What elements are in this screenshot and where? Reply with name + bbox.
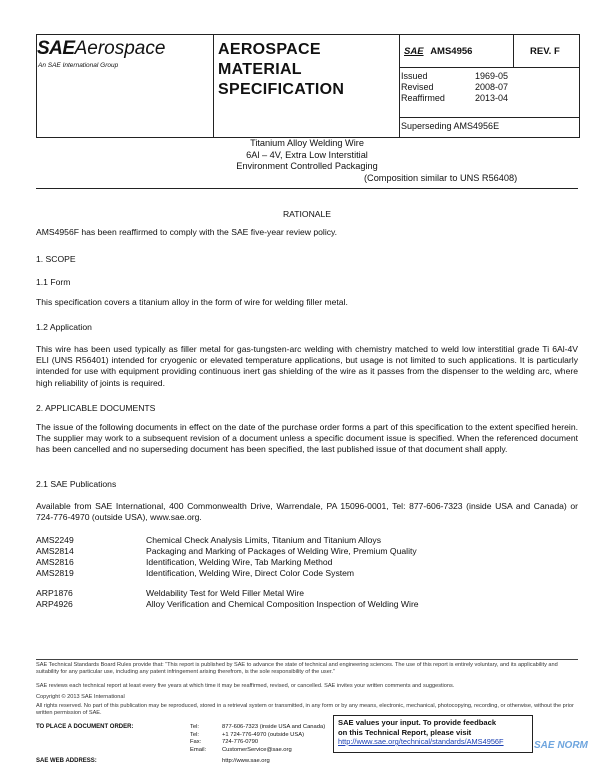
order-label: TO PLACE A DOCUMENT ORDER: <box>36 724 134 730</box>
reference-desc: Chemical Check Analysis Limits, Titanium and Titanium Alloys <box>146 535 381 545</box>
reference-code: AMS2819 <box>36 568 74 578</box>
reference-desc: Weldability Test for Weld Filler Metal Wire <box>146 588 305 598</box>
reference-code: ARP1876 <box>36 588 73 598</box>
reference-row <box>36 599 419 609</box>
application-heading: 1.2 Application <box>36 322 92 332</box>
scope-heading: 1. SCOPE <box>36 254 76 264</box>
reference-code: AMS2249 <box>36 535 74 545</box>
composition-note: (Composition similar to UNS R56408) <box>364 173 518 183</box>
contact-value: +1 724-776-4970 (outside USA) <box>222 731 305 738</box>
material-title <box>36 138 578 173</box>
rationale-heading: RATIONALE <box>282 209 332 219</box>
footer-notice: SAE Technical Standards Board Rules provide that: “This report is published by SAE to advance the state of technical and engineering sciences. The use of this report is entirely voluntary, and its applicability and suitability for any particular use, including any patent infringement arising therefrom, is the sole responsibility of the user.” <box>36 662 558 675</box>
contact-row <box>190 739 325 747</box>
contact-label: Tel: <box>190 731 200 738</box>
footer-review-notice: SAE reviews each technical report at least every five years at which time it may be reaffirmed, revised, or cancelled. SAE invites your written comments and suggestions. <box>36 683 455 689</box>
reference-desc: Identification, Welding Wire, Tab Marking Method <box>146 557 333 567</box>
spec-title-line: SPECIFICATION <box>218 81 345 98</box>
footer-copyright: Copyright © 2013 SAE International <box>36 694 125 700</box>
watermark: SAE NORM <box>534 740 588 751</box>
reference-desc: Packaging and Marking of Packages of Welding Wire, Premium Quality <box>146 546 417 556</box>
date-row <box>401 93 536 104</box>
reference-code: AMS2816 <box>36 557 74 567</box>
footer-rights: All rights reserved. No part of this publication may be reproduced, stored in a retrieval system or transmitted, in any form or by any means, electronic, mechanical, photocopying, recording, or otherwise, without the prior written permission of SAE. <box>36 703 574 716</box>
sae-aerospace-logo <box>37 38 165 60</box>
logo-sae: SAE <box>37 38 75 59</box>
contact-label: Email: <box>190 746 207 753</box>
rev-label: REV. F <box>530 46 560 57</box>
form-text: This specification covers a titanium alloy in the form of wire for welding filler metal. <box>36 297 348 307</box>
reference-code: ARP4926 <box>36 599 73 609</box>
applicable-heading: 2. APPLICABLE DOCUMENTS <box>36 403 156 413</box>
superseding: Superseding AMS4956E <box>401 121 500 131</box>
contact-value: 724-776-0790 <box>222 739 259 745</box>
date-label: Revised <box>401 82 434 92</box>
sae-publications-text: Available from SAE International, 400 Commonwealth Drive, Warrendale, PA 15096-0001, Tel: 877-606-7323 (inside USA and Canada) or 724-776-4970 (outside USA), www.sae.org. <box>36 501 578 523</box>
sae-publications-heading: 2.1 SAE Publications <box>36 479 117 489</box>
feedback-line: on this Technical Report, please visit <box>338 727 472 737</box>
date-row <box>401 71 536 82</box>
contact-label: Fax: <box>190 739 202 745</box>
contact-row <box>190 747 325 755</box>
doc-number-cell <box>404 46 472 57</box>
feedback-line: SAE values your input. To provide feedback <box>338 718 497 727</box>
web-label: SAE WEB ADDRESS: <box>36 758 97 764</box>
title-divider <box>36 188 578 189</box>
reference-row <box>36 546 417 556</box>
header-divider <box>513 35 514 67</box>
applicable-text: The issue of the following documents in effect on the date of the purchase order forms a part of this specification to the extent specified herein. The supplier may work to a subsequent revision of a document unless a specific document issue is specified. When the referenced document has been cancelled and no superseding document has been specified, the last published issue of that document shall apply. <box>36 422 578 455</box>
spec-title-line: MATERIAL <box>218 61 302 78</box>
header-divider <box>399 35 400 137</box>
reference-code: AMS2814 <box>36 546 74 556</box>
date-label: Reaffirmed <box>401 93 445 103</box>
reference-row <box>36 568 354 578</box>
reference-row <box>36 535 381 545</box>
reference-desc: Alloy Verification and Chemical Composition Inspection of Welding Wire <box>146 599 419 609</box>
doc-mark: SAE <box>404 46 424 57</box>
logo-subtitle: An SAE International Group <box>38 62 119 69</box>
web-address[interactable]: http://www.sae.org <box>222 758 270 764</box>
rationale-text: AMS4956F has been reaffirmed to comply with the SAE five-year review policy. <box>36 227 338 237</box>
date-value: 1969-05 <box>475 71 509 81</box>
material-title-line: Titanium Alloy Welding Wire <box>250 138 364 148</box>
contact-label: Tel: <box>190 724 200 730</box>
doc-number: AMS4956 <box>430 46 473 57</box>
date-value: 2008-07 <box>475 82 509 92</box>
contact-value: 877-606-7323 (inside USA and Canada) <box>222 724 326 730</box>
date-label: Issued <box>401 71 428 81</box>
reference-desc: Identification, Welding Wire, Direct Color Code System <box>146 568 355 578</box>
reference-row <box>36 557 332 567</box>
reference-row <box>36 588 304 598</box>
spec-title <box>218 40 344 100</box>
footer-divider <box>36 659 578 660</box>
dates-block <box>401 71 536 104</box>
feedback-box <box>333 715 533 753</box>
contact-row <box>190 732 325 740</box>
feedback-link[interactable]: http://www.sae.org/technical/standards/AMS4956F <box>338 737 504 746</box>
header-divider <box>213 35 214 137</box>
date-value: 2013-04 <box>475 93 509 103</box>
header-divider <box>399 117 579 118</box>
header-divider <box>399 67 579 68</box>
application-text: This wire has been used typically as filler metal for gas-tungsten-arc welding with chemistry matched to weld low interstitial grade Ti 6Al-4V ELI (UNS R56401) intended for cryogenic or elevated temperature applications, but usage is not limited to such applications. It is particularly intended for use with equipment providing continuous inert gas shielding of the wire as it passes from the dispenser to the welding arc, where high reliability of joints is required. <box>36 344 578 388</box>
contact-row <box>190 724 325 732</box>
material-title-line: Environment Controlled Packaging <box>236 161 378 171</box>
contact-value: CustomerService@sae.org <box>222 746 292 753</box>
form-heading: 1.1 Form <box>36 277 71 287</box>
logo-aerospace: Aerospace <box>74 38 166 59</box>
date-row <box>401 82 536 93</box>
spec-title-line: AEROSPACE <box>218 41 321 58</box>
order-contacts <box>190 724 325 754</box>
material-title-line: 6Al – 4V, Extra Low Interstitial <box>246 149 368 160</box>
